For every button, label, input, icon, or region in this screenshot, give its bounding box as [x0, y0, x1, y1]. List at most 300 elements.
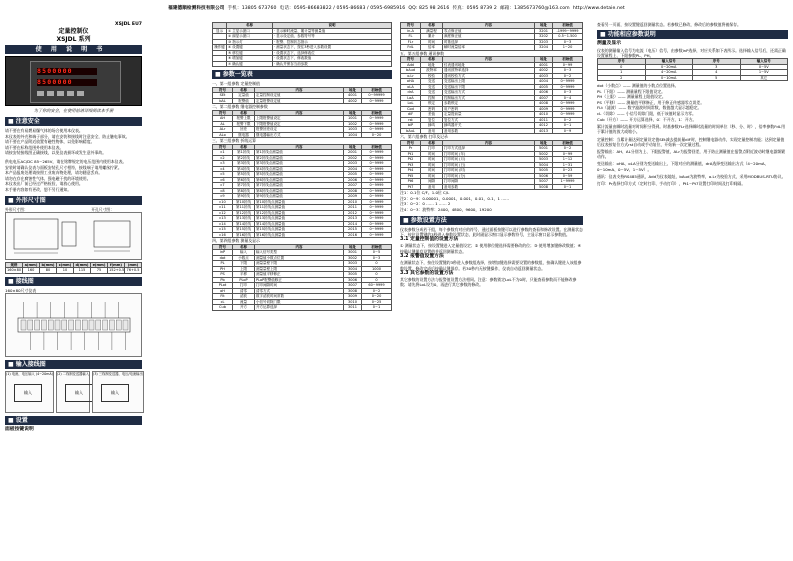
param-cell: Pr — [401, 146, 421, 152]
param-cell: 0~9999 — [362, 205, 392, 211]
param-header-cell: 符号 — [401, 23, 421, 29]
input-box-2 — [56, 371, 90, 413]
param-cell: PLot — [213, 283, 233, 289]
wiring-subtitle: 160×80尺寸仪表 — [5, 287, 37, 293]
param-cell: c6 — [213, 177, 233, 183]
param-header-cell: 地址 — [344, 110, 362, 116]
param-cell: 锁定 — [421, 101, 443, 107]
param-header-cell: 内容 — [255, 144, 344, 150]
inp-cell: 0~5V — [740, 64, 788, 70]
panel-desc: · 设置状态下，修改数值 — [273, 56, 392, 62]
param-header-cell: 符号 — [213, 87, 233, 93]
section-input-wiring-label: 输入接线图 — [15, 361, 46, 369]
param-cell: 3007 — [344, 283, 362, 289]
table-row — [401, 45, 583, 51]
param-cell: 第14折线点测量值 — [255, 221, 344, 227]
param-cell: FdL — [401, 45, 421, 51]
param-cell: PH — [213, 266, 233, 272]
param-cell: 参数锁定 — [443, 101, 535, 107]
dim-cell: 160×80 — [7, 268, 22, 273]
param-cell: 0~9999 — [362, 221, 392, 227]
param-cell: 2002 — [344, 155, 362, 161]
section-func-label: 功能相应参数说明 — [607, 31, 656, 39]
header-bar — [0, 0, 793, 18]
param-header-cell: 符号 — [213, 110, 233, 116]
param-cell: 2014 — [344, 221, 362, 227]
safety-slogan: 为了你的安全，在使用前请详细阅读本手册 — [33, 108, 114, 113]
param-cell: 上限 — [233, 266, 255, 272]
param-cell: 0~23 — [553, 168, 583, 174]
inp-cell: 4~20mA — [645, 70, 693, 76]
panel-desc: · 测量状态下，按住3秒进入参数设置 — [273, 45, 392, 51]
param-cell: 3008 — [344, 288, 362, 294]
param-cell: 打印时间 (月) — [443, 157, 535, 163]
panel-row — [213, 61, 392, 67]
param-cell: 0~9999 — [362, 227, 392, 233]
inp-header-cell: 序号 — [693, 59, 741, 65]
param-cell: bAL — [213, 98, 233, 104]
param-cell: c8 — [213, 188, 233, 194]
param-cell: 变送输出下限 — [443, 84, 535, 90]
param-header-cell: 符号 — [401, 140, 421, 146]
led-display-main: 8500000 — [37, 68, 97, 75]
param-cell: oHA — [401, 79, 421, 85]
param-cell: 累计 — [421, 34, 443, 40]
param-cell: FLr — [401, 39, 421, 45]
param-cell: 3005 — [344, 272, 362, 278]
param-header-cell: 初始值 — [553, 23, 583, 29]
input-box-3-label: (3) 三线制变送器，电压/电流输出 — [93, 372, 143, 377]
param-cell: 第6折线 — [233, 177, 255, 183]
param-cell: 4003 — [535, 73, 553, 79]
s46-text: 通讯：仪表支持RS485通讯，Add为仪表地址，bAud为波特率，o.Lr为校验方式，采用MODBUS-RTU协议。 — [597, 173, 786, 179]
param-cell: 0~9999 — [362, 194, 392, 200]
param-cell: 变送输出方式 — [443, 90, 535, 96]
param-header-cell: 名称 — [421, 23, 443, 29]
dimension-drawing — [5, 212, 142, 260]
param-cell: 1002 — [344, 121, 362, 127]
param-cell: 用户密码 — [443, 106, 535, 112]
table-row — [213, 132, 392, 138]
param-cell: 清零 — [233, 288, 255, 294]
param-cell: 4007 — [535, 95, 553, 101]
terminal-block — [28, 320, 33, 330]
param-cell: 4009 — [535, 106, 553, 112]
param-cell: 0~1 — [553, 123, 583, 129]
param-cell: 0 — [362, 272, 392, 278]
param-cell: c12 — [213, 210, 233, 216]
param-cell: 测量量程上限 — [255, 266, 344, 272]
list-item: 本手册内容如有更改，恕不另行通知。 — [5, 186, 72, 192]
param-cell: 0~99999 — [362, 93, 392, 99]
param-cell: 小信号切除门限 — [255, 299, 344, 305]
param-cell: 0 — [362, 277, 392, 283]
dim-cell: 152+0.5 — [109, 268, 125, 273]
led-display-sub: 8500000 — [37, 79, 97, 86]
param-cell: 0~3 — [553, 68, 583, 74]
param-cell: 0~9999 — [362, 199, 392, 205]
table-row — [213, 305, 392, 311]
param-cell: 0~9999 — [362, 98, 392, 104]
param-cell: 4005 — [535, 84, 553, 90]
param-cell: PS — [213, 272, 233, 278]
param-cell: 第11折线 — [233, 205, 255, 211]
param-cell: 变送 — [421, 79, 443, 85]
terminal-block — [48, 320, 53, 330]
param-cell: 3202 — [535, 34, 553, 40]
param-cell: 0~99 — [553, 151, 583, 157]
model-code: XSJDL EU7 — [115, 22, 142, 27]
param-cell: 时间 — [421, 157, 443, 163]
device-photo — [5, 56, 142, 106]
t3-title: 三、第三组参数 折线运算 — [212, 138, 257, 144]
dimension-drawing-svg — [6, 213, 143, 259]
param-cell: c11 — [213, 205, 233, 211]
device-key — [67, 91, 74, 96]
t1-title: 一、第一组参数 定量控制值 — [212, 81, 260, 86]
param-cell: 第16折线 — [233, 232, 255, 238]
inp-cell: 1 — [598, 70, 646, 76]
param-cell: 4002 — [535, 68, 553, 74]
param-cell: 0~2 — [362, 288, 392, 294]
section-dimensions-label: 外形尺寸图 — [15, 196, 46, 204]
param-header-cell: 初始值 — [553, 140, 583, 146]
param-cell: 1~20 — [553, 45, 583, 51]
s41-title: 测量及显示 — [597, 41, 621, 47]
param-cell: 第15折线点测量值 — [255, 227, 344, 233]
list-item: 注1：0.1位 C/F。1.0位 C/L — [400, 190, 450, 196]
param-cell: 报警上限 — [233, 116, 255, 122]
param-cell: 第8折线 — [233, 188, 255, 194]
param-cell: cL — [213, 299, 233, 305]
dim-cell: 75 — [91, 268, 108, 274]
dim-header-cell: f(mm) — [108, 262, 125, 268]
param-header-cell: 初始值 — [362, 244, 392, 250]
param-header-cell: 名称 — [233, 87, 255, 93]
dim-cell: 76+0.5 — [125, 268, 142, 274]
param-cell: 下限 — [233, 261, 255, 267]
param-cell: 打印方式选择 — [443, 146, 535, 152]
terminal-block — [41, 320, 46, 330]
param-table-1 — [212, 87, 392, 105]
param-cell: 0~9999 — [362, 116, 392, 122]
param-cell: 满度修正值 — [443, 34, 535, 40]
panel-name: ② 副显示窗口 — [227, 34, 273, 40]
param-cell: 定量报警设定值 — [255, 98, 344, 104]
param-cell: 0~9999 — [362, 166, 392, 172]
param-cell: 第2折线点测量值 — [255, 155, 344, 161]
param-header-cell: 初始值 — [553, 57, 583, 63]
column-4 — [597, 22, 788, 186]
panel-table — [212, 22, 392, 67]
input-box-1-device: 输入 — [14, 384, 42, 402]
param-cell: 5004 — [535, 162, 553, 168]
section-settings-label: 设置 — [15, 417, 28, 425]
terminal-block — [109, 320, 114, 330]
param-cell: 滤波 — [233, 294, 255, 300]
param-cell: 0~2 — [553, 146, 583, 152]
terminal-block — [123, 320, 128, 330]
terminal-block — [82, 320, 87, 330]
param-header-cell: 初始值 — [362, 87, 392, 93]
param-cell: 2007 — [344, 183, 362, 189]
param-cell: 第9折线点测量值 — [255, 194, 344, 200]
param-cell: 第9折线 — [233, 194, 255, 200]
param-cell: SEt — [213, 93, 233, 99]
param-cell: 控制输出方式 — [443, 95, 535, 101]
list-item: 注3：0~2：0 …… 1 …… 2 — [400, 201, 451, 207]
header-email: 邮箱：1385673760@163.com — [500, 6, 570, 11]
param-cell: 0~9999 — [362, 232, 392, 238]
param-cell: 2004 — [344, 166, 362, 172]
param-cell: 3004 — [344, 266, 362, 272]
param-cell: 5001 — [535, 146, 553, 152]
device-key — [57, 91, 64, 96]
t2-title: 二、第二组参数 继电器控制参数 — [212, 104, 268, 110]
s32-text: 在测量状态下，按住设置键约3秒进入参数组选择，按增加键选择需要设置的参数组，按确认键进入该组参数设置。修改完成后按确认键保存。若30秒内无按键操作，仪表自动返回测量状态。 — [400, 260, 582, 271]
table-notes — [400, 190, 583, 212]
device-key — [37, 91, 44, 96]
input-box-1 — [5, 371, 54, 413]
param-cell: 时基选择 — [443, 39, 535, 45]
param-cell: 变送 — [421, 84, 443, 90]
param-cell: 地址 — [421, 62, 443, 68]
param-cell: 控制 — [421, 95, 443, 101]
param-cell: 报警值 — [233, 98, 255, 104]
param-cell: biP — [401, 123, 421, 129]
device-key — [47, 91, 54, 96]
device-keys — [37, 91, 87, 97]
inp-cell: 0~10mA — [645, 75, 693, 81]
panel-table-body — [213, 28, 392, 67]
header-tel: 电话：0595-86683822 / 0595-86683 / 0595-6985916 — [279, 6, 406, 11]
param-cell: 2006 — [344, 177, 362, 183]
param-cell: 第11折线点测量值 — [255, 205, 344, 211]
s33-title: 3.3 其它参数的设置方法 — [400, 270, 454, 276]
table-row — [598, 75, 788, 81]
dim-header-cell: d(mm) — [75, 262, 89, 267]
terminal-block — [75, 320, 80, 330]
param-cell: 1~12 — [553, 157, 583, 163]
param-cell: 小数点 — [233, 255, 255, 261]
param-cell: 报警回差设定 — [255, 127, 344, 133]
param-cell: 流量 — [233, 299, 255, 305]
param-header-cell: 地址 — [535, 140, 553, 146]
s45-text: 变送输出：oHA、oLA分别为变送输出上、下限对应的测量值，drA选择变送输出方式（4~20mA、0~10mA、0~5V、1~5V）。 — [597, 161, 769, 172]
column-3 — [400, 22, 583, 288]
panel-name: ④ 设置键 — [227, 45, 273, 51]
dim-header-cell: b(mm) — [41, 262, 55, 267]
panel-name: ⑦ 确认键 — [227, 61, 273, 67]
param-cell: 上限报警值设定 — [255, 116, 344, 122]
param-cell: 0~99 — [553, 62, 583, 68]
s31-title: 3.1 定量控制值的设置方法 — [400, 236, 459, 242]
param-cell: 0~4 — [553, 95, 583, 101]
param-table-5 — [400, 22, 583, 51]
param-cell: c14 — [213, 221, 233, 227]
param-cell: 测量值小数点位置 — [255, 255, 344, 261]
param-cell: c3 — [213, 161, 233, 167]
manual-banner: 使用说明书 — [5, 45, 142, 54]
param-cell: Cub — [213, 305, 233, 311]
param-cell: 第10折线 — [233, 199, 255, 205]
dimension-table-row — [6, 268, 142, 274]
param-cell: Flt — [213, 294, 233, 300]
param-cell: 继电器输出方式 — [255, 132, 344, 138]
param-cell: 定量控制设定值 — [255, 93, 344, 99]
param-cell: 清零方式 — [255, 288, 344, 294]
param-cell: 0~25 — [362, 299, 392, 305]
input-box-1-label: (1) 电流、电压输入 (4~20mA) — [6, 372, 53, 377]
list-item: 安装时请确认仪表与面板安装孔尺寸相符，接线端子请用螺丝拧紧。 — [5, 164, 122, 170]
param-cell: 0~9999 — [362, 150, 392, 156]
param-cell: 3001 — [344, 250, 362, 256]
terminal-block — [55, 320, 60, 330]
param-cell: 瞬时流量倍率 — [443, 45, 535, 51]
device-key — [77, 91, 84, 96]
param-cell: diF — [401, 112, 421, 118]
product-series: XSJDL 系列 — [56, 35, 91, 43]
param-cell: c4 — [213, 166, 233, 172]
param-cell: 5002 — [535, 151, 553, 157]
inp-cell: 其它 — [740, 75, 788, 81]
panel-th-desc: 说明 — [273, 23, 392, 29]
param-cell: 输入信号类型 — [255, 250, 344, 256]
inp-header-cell: 输入信号 — [740, 59, 788, 65]
param-cell: 复位方式 — [443, 117, 535, 123]
param-header-cell: 符号 — [213, 244, 233, 250]
dim-outer-label: 外形尺寸图： — [5, 206, 28, 212]
input-box-2-device: 输入 — [65, 384, 93, 402]
param-header-cell: 初始值 — [362, 110, 392, 116]
param-header-cell: 符号 — [401, 57, 421, 63]
t6-title: 六、第六组参数 打印及记录 — [400, 134, 448, 140]
device-face — [30, 61, 121, 103]
param-cell: 5007 — [535, 179, 553, 185]
param-cell: 0~9999 — [553, 84, 583, 90]
param-cell: AH — [213, 116, 233, 122]
param-cell: 0~5 — [362, 250, 392, 256]
param-cell: 第5折线 — [233, 172, 255, 178]
header-company: 福建德顺检测科技有限公司 — [168, 6, 225, 11]
param-cell: 打印时间 (日) — [443, 162, 535, 168]
param-cell: 4012 — [535, 123, 553, 129]
list-item: PS（平移）—— 测量值平移修正，用于修正传感器零点误差。 — [597, 99, 705, 105]
section-safety: ■ 注意安全 — [5, 117, 142, 126]
param-cell: 继电器 — [233, 132, 255, 138]
list-item: Cub（开方）—— 开方运算选择，0：不开方，1：开方。 — [597, 116, 697, 122]
section-setup-label: 参数设置方法 — [410, 216, 447, 224]
param-cell: 0~9999 — [362, 183, 392, 189]
param-cell: 3003 — [344, 261, 362, 267]
table-row — [401, 184, 583, 190]
param-cell: 2003 — [344, 161, 362, 167]
inp-cell: 0 — [598, 64, 646, 70]
param-cell: PLoP — [233, 277, 255, 283]
list-item: cL（切除）—— 小信号切除门限，低于该值时显示为零。 — [597, 111, 696, 117]
s41-text: 仪表的测量输入信号为电流（电压）信号，由参数inP选择，对应关系如下表所示。选择输入信号后，还需正确设置量程上、下限参数PL、PH。 — [597, 47, 786, 58]
s44-text: 报警输出：AH、AL分别为上、下限报警值，ALr为报警回差，用于防止测量值在报警点附近波动时继电器频繁动作。 — [597, 149, 786, 160]
param-cell: 2013 — [344, 216, 362, 222]
panel-name: ⑥ 增加键 — [227, 56, 273, 62]
param-cell: Pb — [213, 277, 233, 283]
param-cell: 第12折线 — [233, 210, 255, 216]
terminal-block — [69, 320, 74, 330]
param-cell: 复位 — [421, 117, 443, 123]
param-cell: 时间 — [421, 39, 443, 45]
param-cell: 0~9999 — [362, 188, 392, 194]
panel-name: ⑤ 移位键 — [227, 50, 273, 56]
param-cell: Pt6 — [401, 179, 421, 185]
wiring-diagram-svg — [6, 294, 143, 356]
section-params-label: 参数一览表 — [222, 71, 253, 78]
param-cell: 第3折线点测量值 — [255, 161, 344, 167]
param-table-2 — [212, 110, 392, 139]
param-cell: 间隔 — [421, 179, 443, 185]
s31-text: ① 测量状态下，按设置键进入定量值设定；② 使用移位键选择需要修改的位；③ 使用增加键修改数值；④ 按确认键保存设置值并返回测量状态。 — [400, 243, 582, 254]
param-cell: c5 — [213, 172, 233, 178]
param-cell: -1999~9999 — [553, 28, 583, 34]
param-cell: 回差 — [233, 127, 255, 133]
section-settings: ■ 设置 — [5, 416, 142, 425]
list-item: FLt（滤波）—— 数字滤波时间常数，数值越大显示越稳定。 — [597, 105, 702, 111]
param-cell: bAud — [401, 68, 421, 74]
param-cell: 5005 — [535, 168, 553, 174]
param-cell: AL — [213, 121, 233, 127]
terminal-block — [89, 320, 94, 330]
param-cell: 1~31 — [553, 162, 583, 168]
param-cell: 备用参数 — [443, 184, 535, 190]
param-cell: c10 — [213, 199, 233, 205]
dim-cell: 115 — [74, 268, 91, 274]
panel-name: ① 主显示窗口 — [227, 28, 273, 34]
panel-desc: · 设置状态下，选择修改位 — [273, 50, 392, 56]
inp-header-cell: 输入信号 — [645, 59, 693, 65]
wiring-diagram — [5, 293, 142, 357]
param-header-cell: 地址 — [535, 23, 553, 29]
dim-header-cell: e(mm) — [91, 262, 108, 268]
param-header-cell: 名称 — [233, 144, 255, 150]
param-cell: 第1折线 — [233, 150, 255, 156]
panel-th-name: 名称 — [227, 23, 273, 29]
param-cell: 4006 — [535, 90, 553, 96]
t4-title: 四、第四组参数 测量及显示 — [212, 238, 260, 244]
param-cell: bAuL — [401, 128, 421, 134]
param-cell: 0~9999 — [553, 79, 583, 85]
param-cell: 打印间隔 — [443, 179, 535, 185]
param-cell: 0~9999 — [362, 121, 392, 127]
s42-text: 累计流量由瞬时流量对时间积分得到。时基参数FLr选择瞬时流量的时间单位（秒、分、时），倍率参数FdL用于累计值的放大或缩小。 — [597, 124, 785, 135]
param-cell: 1001 — [344, 116, 362, 122]
section-safety-label: 注意安全 — [15, 118, 40, 125]
terminal-block — [21, 320, 26, 330]
param-cell: 3009 — [344, 294, 362, 300]
param-cell: 5008 — [535, 184, 553, 190]
dim-header-cell: a(mm) — [23, 262, 40, 268]
param-cell: 0~9999 — [553, 106, 583, 112]
param-cell: 通讯波特率选择 — [443, 68, 535, 74]
list-item: 请按安装接线图正确接线，以免仪表损坏或发生意外事故。 — [5, 150, 107, 156]
param-cell: 满量程 — [421, 28, 443, 34]
panel-name: ③ 指示灯 — [227, 39, 273, 45]
param-cell: c2 — [213, 155, 233, 161]
param-cell: o.Lr — [401, 73, 421, 79]
section-func: ■ 功能相应参数说明 — [597, 30, 788, 39]
list-item: 供电电压AC/DC 85~265V，请在铭牌规定的电压范围内使用本仪表。 — [5, 158, 127, 164]
param-cell: 0~20 — [362, 132, 392, 138]
param-cell: 2010 — [344, 199, 362, 205]
param-cell: dot — [213, 255, 233, 261]
